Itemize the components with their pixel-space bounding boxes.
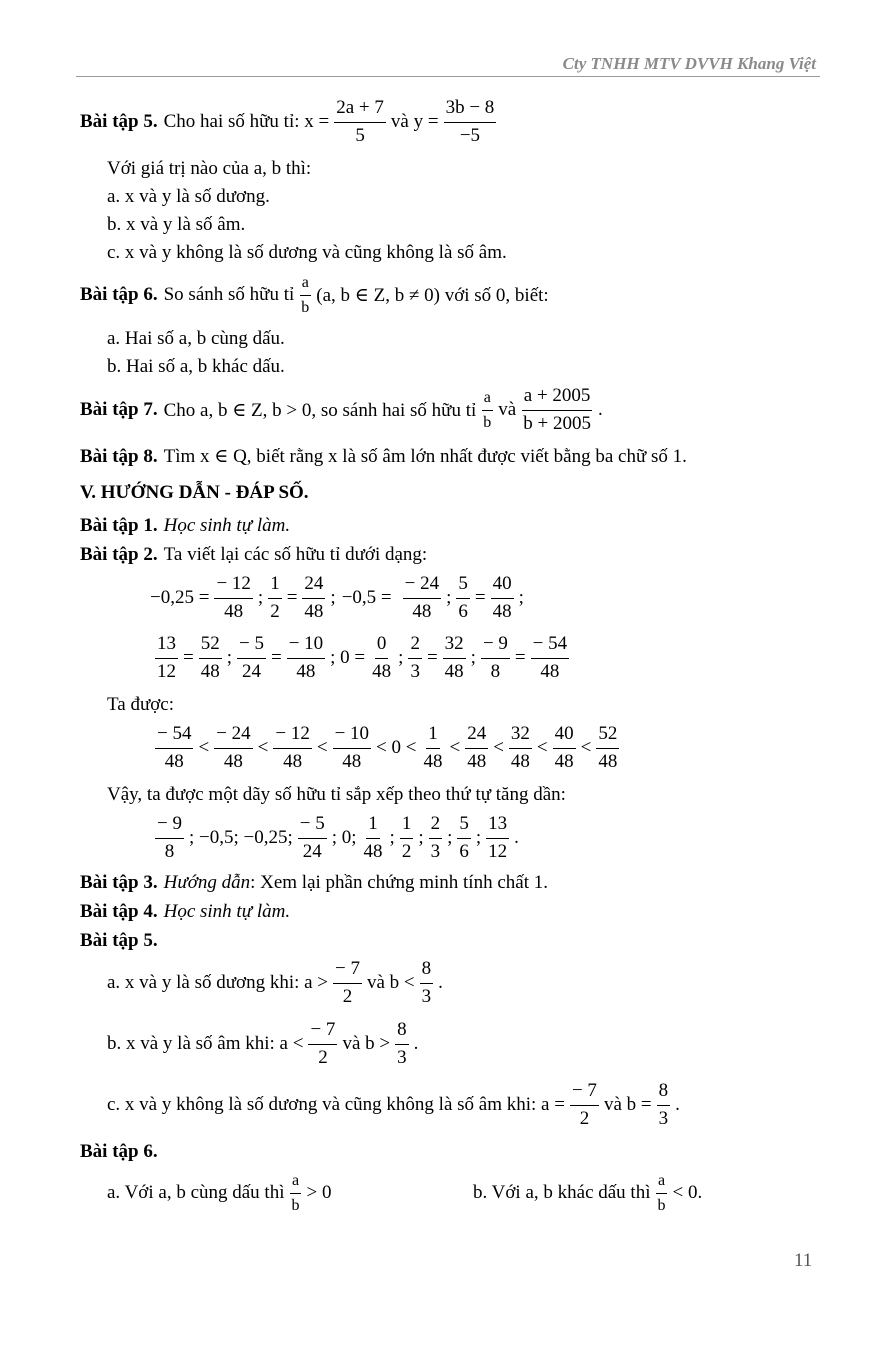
fraction: $\frac{8}{3}$ bbox=[397, 1019, 407, 1068]
punctuation: ; bbox=[470, 647, 476, 669]
exercise-text: Tìm x ∈ Q, biết rằng x là số âm lớn nhất được viết bằng ba chữ số 1. bbox=[163, 446, 687, 467]
math-symbol: = bbox=[426, 647, 438, 669]
punctuation: ; bbox=[389, 827, 395, 849]
fraction: $\frac{2}{3}$ bbox=[410, 633, 420, 682]
fraction: $\frac{1}{2}$ bbox=[270, 573, 280, 622]
answer-text: b. x và y là số âm khi: a < bbox=[107, 1033, 304, 1055]
answer-6-item-b bbox=[473, 1172, 702, 1214]
answer-text: a. x và y là số dương khi: a > bbox=[107, 972, 329, 994]
answer-2-ta-duoc: Ta được: bbox=[107, 694, 175, 715]
answer-5-item-c bbox=[107, 1081, 680, 1130]
fraction-a-b: $\frac{a}{b}$ bbox=[483, 389, 492, 431]
exercise-label: Bài tập 6. bbox=[80, 284, 158, 306]
answer-5-item-b bbox=[107, 1020, 418, 1069]
fraction: $\frac{1}{48}$ bbox=[363, 813, 383, 862]
math-text: ; 0; bbox=[331, 827, 357, 849]
answer-3 bbox=[80, 872, 548, 894]
fraction: $\frac{- 9}{8}$ bbox=[157, 813, 182, 862]
math-symbol: = bbox=[514, 647, 526, 669]
fraction: $\frac{13}{12}$ bbox=[157, 633, 176, 682]
exercise-6-item-b: b. Hai số a, b khác dấu. bbox=[107, 356, 285, 377]
exercise-text: và y = bbox=[390, 111, 439, 133]
fraction-a-b: $\frac{a}{b}$ bbox=[657, 1172, 666, 1214]
fraction: $\frac{52}{48}$ bbox=[598, 723, 618, 772]
answer-text: Ta viết lại các số hữu tỉ dưới dạng: bbox=[163, 544, 428, 565]
math-symbol: = bbox=[474, 587, 486, 609]
fraction: $\frac{40}{48}$ bbox=[554, 723, 574, 772]
answer-5-item-a bbox=[107, 959, 443, 1008]
fraction: $\frac{- 54}{48}$ bbox=[532, 633, 568, 682]
answer-2 bbox=[80, 544, 427, 566]
answer-text: > 0 bbox=[306, 1182, 332, 1204]
punctuation: . bbox=[514, 827, 519, 849]
math-symbol: < bbox=[580, 737, 592, 759]
exercise-label: Bài tập 7. bbox=[80, 399, 158, 421]
punctuation: ; bbox=[446, 587, 452, 609]
punctuation: ; bbox=[475, 827, 482, 849]
exercise-text: So sánh số hữu tỉ bbox=[163, 284, 295, 306]
fraction: $\frac{- 7}{2}$ bbox=[310, 1019, 336, 1068]
fraction: $\frac{- 5}{24}$ bbox=[239, 633, 264, 682]
math-symbol: = bbox=[183, 647, 194, 669]
punctuation: ; bbox=[257, 587, 264, 609]
exercise-6 bbox=[80, 274, 549, 316]
fraction: $\frac{32}{48}$ bbox=[510, 723, 530, 772]
fraction-a-b: $\frac{a}{b}$ bbox=[291, 1172, 300, 1214]
punctuation: ; bbox=[518, 587, 524, 609]
fraction: $\frac{32}{48}$ bbox=[444, 633, 464, 682]
math-symbol: < bbox=[316, 737, 328, 759]
punctuation: . bbox=[413, 1033, 419, 1055]
fraction: $\frac{24}{48}$ bbox=[467, 723, 487, 772]
math-text: −0,25 = bbox=[150, 587, 210, 609]
math-text: ; 0 = bbox=[330, 647, 366, 669]
fraction: $\frac{52}{48}$ bbox=[200, 633, 220, 682]
answer-text: và b > bbox=[342, 1033, 391, 1055]
answer-label: Bài tập 4. bbox=[80, 901, 158, 922]
exercise-text: và bbox=[498, 399, 517, 421]
exercise-label: Bài tập 8. bbox=[80, 445, 158, 467]
math-symbol: < 0 < bbox=[376, 737, 417, 759]
answer-label: Bài tập 2. bbox=[80, 544, 158, 565]
punctuation: ; bbox=[418, 827, 424, 849]
answer-2-conclusion: Vậy, ta được một dãy số hữu tỉ sắp xếp theo thứ tự tăng dần: bbox=[107, 784, 566, 805]
math-symbol: = bbox=[286, 587, 298, 609]
exercise-5-question: Với giá trị nào của a, b thì: bbox=[107, 158, 312, 179]
answer-hint: Hướng dẫn bbox=[163, 872, 251, 893]
exercise-5-item-b: b. x và y là số âm. bbox=[107, 214, 246, 235]
punctuation: . bbox=[675, 1094, 680, 1116]
fraction: $\frac{- 10}{48}$ bbox=[288, 633, 324, 682]
fraction-y: $\frac{3b - 8}{-5}$ bbox=[445, 97, 495, 146]
fraction: $\frac{13}{12}$ bbox=[488, 813, 508, 862]
answer-5-label: Bài tập 5. bbox=[80, 930, 158, 951]
fraction: $\frac{- 12}{48}$ bbox=[216, 573, 251, 622]
answer-label: Bài tập 1. bbox=[80, 515, 158, 536]
punctuation: ; bbox=[330, 587, 336, 609]
exercise-text: (a, b ∈ Z, b ≠ 0) với số 0, biết: bbox=[316, 284, 549, 306]
fraction: $\frac{- 24}{48}$ bbox=[216, 723, 251, 772]
answer-6-item-a bbox=[107, 1172, 331, 1214]
exercise-8 bbox=[80, 445, 687, 468]
math-symbol: < bbox=[536, 737, 548, 759]
section-title: V. HƯỚNG DẪN - ĐÁP SỐ. bbox=[80, 482, 309, 503]
math-symbol: < bbox=[257, 737, 269, 759]
header-company: Cty TNHH MTV DVVH Khang Việt bbox=[562, 54, 816, 73]
fraction-a2005: $\frac{a + 2005}{b + 2005}$ bbox=[523, 385, 591, 434]
answer-text: và b = bbox=[603, 1094, 652, 1116]
exercise-text: Cho a, b ∈ Z, b > 0, so sánh hai số hữu tỉ bbox=[163, 399, 477, 421]
fraction: $\frac{8}{3}$ bbox=[421, 958, 432, 1007]
exercise-5-item-a: a. x và y là số dương. bbox=[107, 186, 270, 207]
fraction: $\frac{- 54}{48}$ bbox=[157, 723, 192, 772]
fraction: $\frac{5}{6}$ bbox=[459, 813, 469, 862]
fraction-a-b: $\frac{a}{b}$ bbox=[301, 274, 310, 316]
math-text: −0,5 = bbox=[341, 587, 392, 609]
fraction: $\frac{5}{6}$ bbox=[458, 573, 468, 622]
math-symbol: = bbox=[270, 647, 282, 669]
math-text: ; −0,5; −0,25; bbox=[188, 827, 293, 849]
math-symbol: < bbox=[449, 737, 461, 759]
math-symbol: < bbox=[198, 737, 210, 759]
answer-1 bbox=[80, 515, 290, 537]
exercise-5-item-c: c. x và y không là số dương và cũng không là số âm. bbox=[107, 242, 507, 263]
fraction: $\frac{1}{2}$ bbox=[401, 813, 412, 862]
answer-text: Học sinh tự làm. bbox=[163, 515, 291, 536]
page-header bbox=[76, 52, 820, 77]
exercise-5 bbox=[80, 98, 501, 147]
fraction: $\frac{24}{48}$ bbox=[304, 573, 324, 622]
answer-2-row-1 bbox=[150, 574, 524, 623]
fraction: $\frac{- 7}{2}$ bbox=[335, 958, 360, 1007]
answer-2-sequence bbox=[150, 814, 519, 863]
fraction: $\frac{- 10}{48}$ bbox=[334, 723, 370, 772]
exercise-6-item-a: a. Hai số a, b cùng dấu. bbox=[107, 328, 285, 349]
exercise-7 bbox=[80, 386, 603, 435]
fraction: $\frac{2}{3}$ bbox=[430, 813, 441, 862]
answer-2-ordering bbox=[150, 724, 624, 773]
punctuation: . bbox=[438, 972, 443, 994]
answer-label: Bài tập 3. bbox=[80, 872, 158, 893]
fraction: $\frac{- 5}{24}$ bbox=[299, 813, 325, 862]
answer-text: c. x và y không là số dương và cũng không là số âm khi: a = bbox=[107, 1094, 565, 1116]
fraction: $\frac{0}{48}$ bbox=[372, 633, 392, 682]
answer-2-row-2 bbox=[150, 634, 574, 683]
fraction: $\frac{- 12}{48}$ bbox=[275, 723, 310, 772]
exercise-text: Cho hai số hữu tỉ: x = bbox=[163, 111, 330, 133]
answer-text: và b < bbox=[367, 972, 415, 994]
math-symbol: < bbox=[493, 737, 504, 759]
fraction: $\frac{- 7}{2}$ bbox=[571, 1080, 597, 1129]
punctuation: ; bbox=[398, 647, 404, 669]
answer-6-label: Bài tập 6. bbox=[80, 1141, 158, 1162]
fraction: $\frac{40}{48}$ bbox=[492, 573, 512, 622]
punctuation: . bbox=[597, 399, 603, 421]
answer-text: b. Với a, b khác dấu thì bbox=[473, 1182, 651, 1204]
fraction: $\frac{- 24}{48}$ bbox=[404, 573, 440, 622]
answer-4 bbox=[80, 901, 290, 923]
answer-text: < 0. bbox=[672, 1182, 703, 1204]
answer-text: Học sinh tự làm. bbox=[163, 901, 291, 922]
page-number: 11 bbox=[794, 1250, 813, 1271]
fraction: $\frac{- 9}{8}$ bbox=[482, 633, 508, 682]
fraction: $\frac{8}{3}$ bbox=[658, 1080, 669, 1129]
answer-text: a. Với a, b cùng dấu thì bbox=[107, 1182, 285, 1204]
answer-text: : Xem lại phần chứng minh tính chất 1. bbox=[250, 872, 548, 893]
punctuation: ; bbox=[447, 827, 453, 849]
fraction-x: $\frac{2a + 7}{5}$ bbox=[336, 97, 384, 146]
punctuation: ; bbox=[226, 647, 232, 669]
exercise-label: Bài tập 5. bbox=[80, 111, 158, 133]
fraction: $\frac{1}{48}$ bbox=[423, 723, 443, 772]
